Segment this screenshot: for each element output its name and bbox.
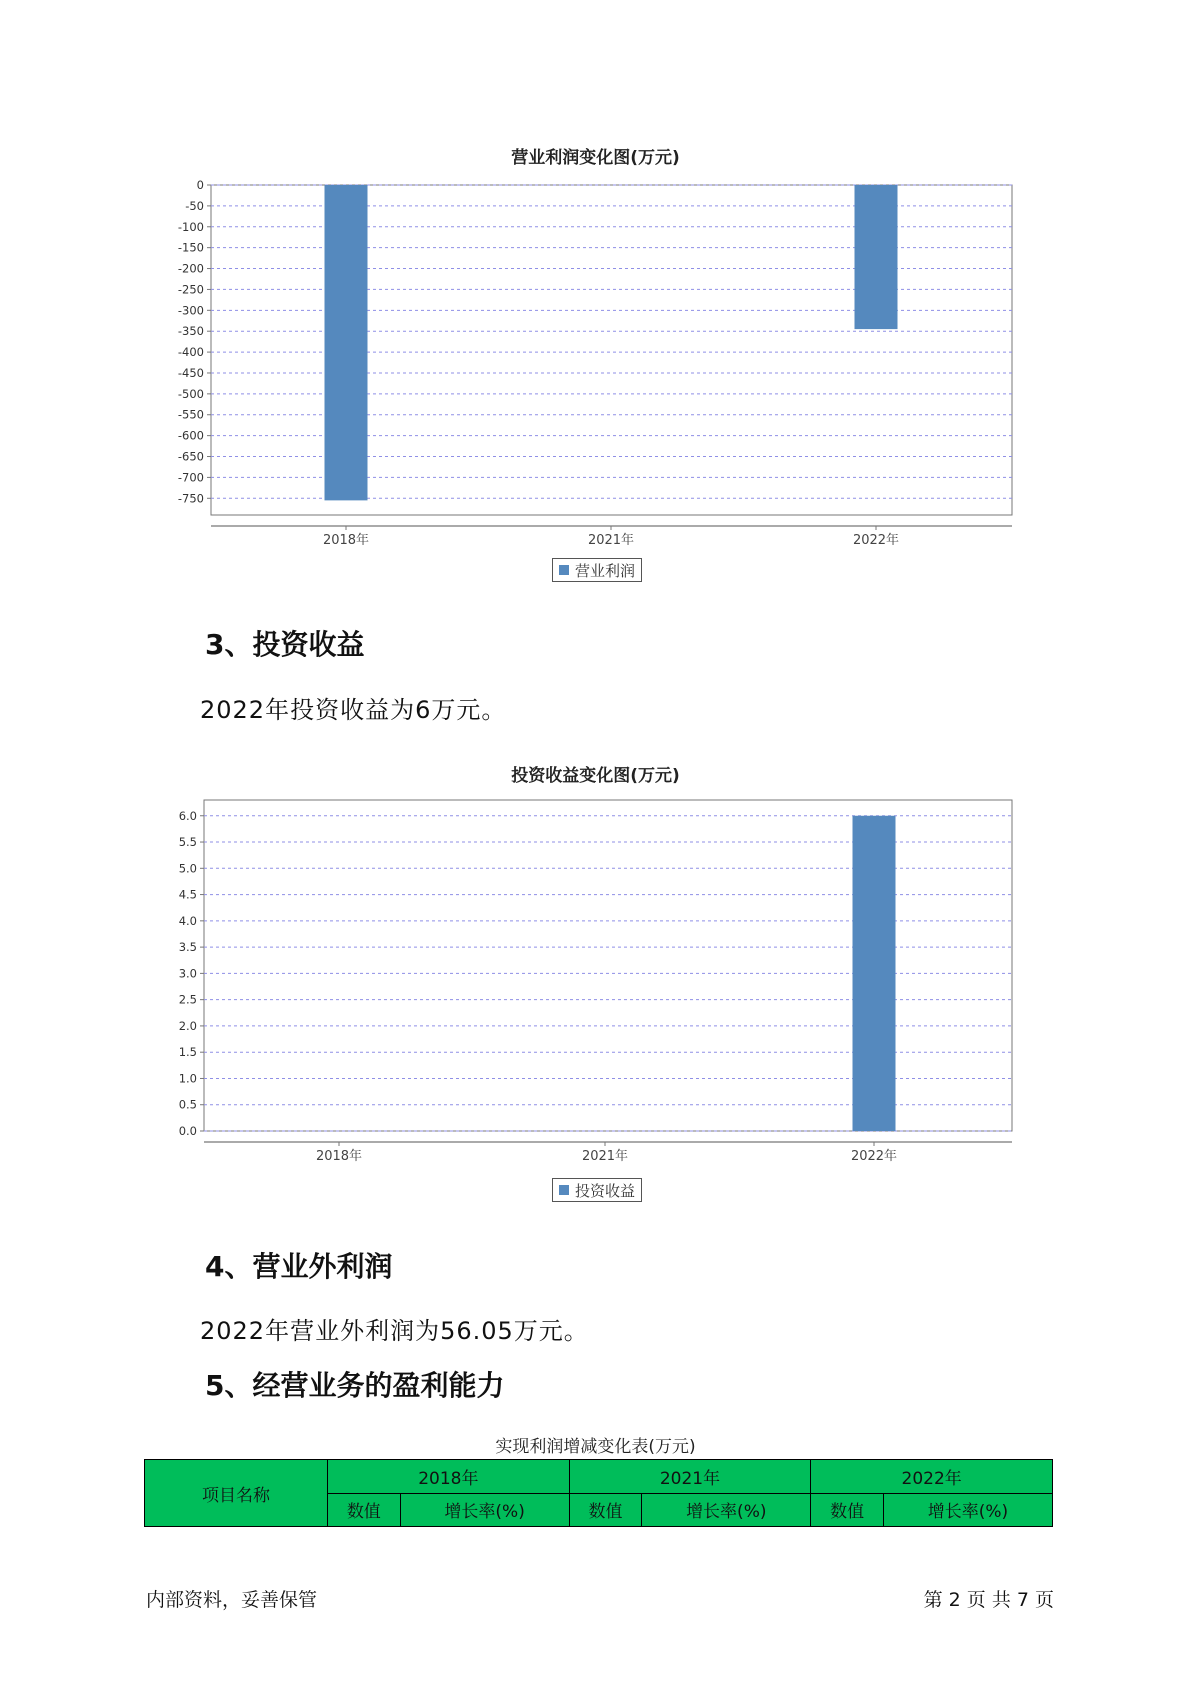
bar-2022年 [855,185,898,329]
x-tick-label: 2021年 [581,1149,629,1164]
chart2-title: 投资收益变化图(万元) [511,766,680,786]
y-tick-label: -750 [177,491,204,506]
y-tick-label: -350 [177,324,204,339]
y-tick-label: -50 [185,198,204,213]
section4-heading: 4、营业外利润 [205,1250,393,1283]
year-2021-header: 2021年 [569,1460,811,1494]
chart2-legend-label: 投资收益 [575,1181,636,1200]
x-tick-label: 2021年 [587,533,635,545]
chart2-legend [552,1178,642,1202]
growth-subheader: 增长率(%) [883,1493,1052,1527]
y-tick-label: -600 [177,428,204,443]
y-tick-label: -150 [177,240,204,255]
y-tick-label: 3.0 [178,966,197,981]
y-tick-label: 1.0 [178,1071,197,1086]
section5-heading: 5、经营业务的盈利能力 [205,1369,505,1402]
bar-2018年 [325,185,368,500]
year-2022-header: 2022年 [811,1460,1053,1494]
chart1-legend-label: 营业利润 [575,561,636,580]
value-subheader: 数值 [328,1493,401,1527]
legend-swatch [559,565,569,575]
y-tick-label: 5.0 [178,861,197,876]
x-tick-label: 2022年 [852,533,900,545]
value-subheader: 数值 [811,1493,884,1527]
y-tick-label: -300 [177,303,204,318]
y-tick-label: 3.5 [178,940,197,955]
legend-swatch [559,1185,569,1195]
y-tick-label: 4.0 [178,913,197,928]
investment-income-chart [0,795,1191,1170]
bar-2022年 [853,816,896,1131]
y-tick-label: 0 [196,178,204,192]
y-tick-label: 1.5 [178,1045,197,1060]
y-tick-label: -450 [177,365,204,380]
y-tick-label: -100 [177,219,204,234]
footer-page-number: 第 2 页 共 7 页 [923,1589,1054,1611]
y-tick-label: 6.0 [178,808,197,823]
y-tick-label: 0.5 [178,1097,197,1112]
y-tick-label: 2.0 [178,1018,197,1033]
y-tick-label: 4.5 [178,887,197,902]
row-header-cell: 项目名称 [145,1460,328,1527]
growth-subheader: 增长率(%) [400,1493,569,1527]
growth-subheader: 增长率(%) [642,1493,811,1527]
y-tick-label: 0.0 [178,1124,197,1138]
x-tick-label: 2022年 [850,1149,898,1164]
section3-text: 2022年投资收益为6万元。 [200,696,507,724]
y-tick-label: -700 [177,470,204,485]
section3-heading: 3、投资收益 [205,628,365,661]
y-tick-label: -250 [177,282,204,297]
x-tick-label: 2018年 [322,533,370,545]
year-2018-header: 2018年 [328,1460,570,1494]
x-tick-label: 2018年 [315,1149,363,1164]
value-subheader: 数值 [569,1493,642,1527]
table-caption: 实现利润增减变化表(万元) [495,1437,696,1457]
chart1-title: 营业利润变化图(万元) [511,148,680,168]
y-tick-label: -550 [177,407,204,422]
chart1-legend [552,558,642,582]
y-tick-label: -400 [177,345,204,360]
y-tick-label: -500 [177,386,204,401]
section4-text: 2022年营业外利润为56.05万元。 [200,1317,589,1345]
y-tick-label: -650 [177,449,204,464]
y-tick-label: 5.5 [178,835,197,850]
y-tick-label: -200 [177,261,204,276]
y-tick-label: 2.5 [178,992,197,1007]
profit-change-table [144,1459,1053,1527]
operating-profit-chart [0,170,1191,545]
footer-confidential: 内部资料，妥善保管 [146,1589,318,1611]
